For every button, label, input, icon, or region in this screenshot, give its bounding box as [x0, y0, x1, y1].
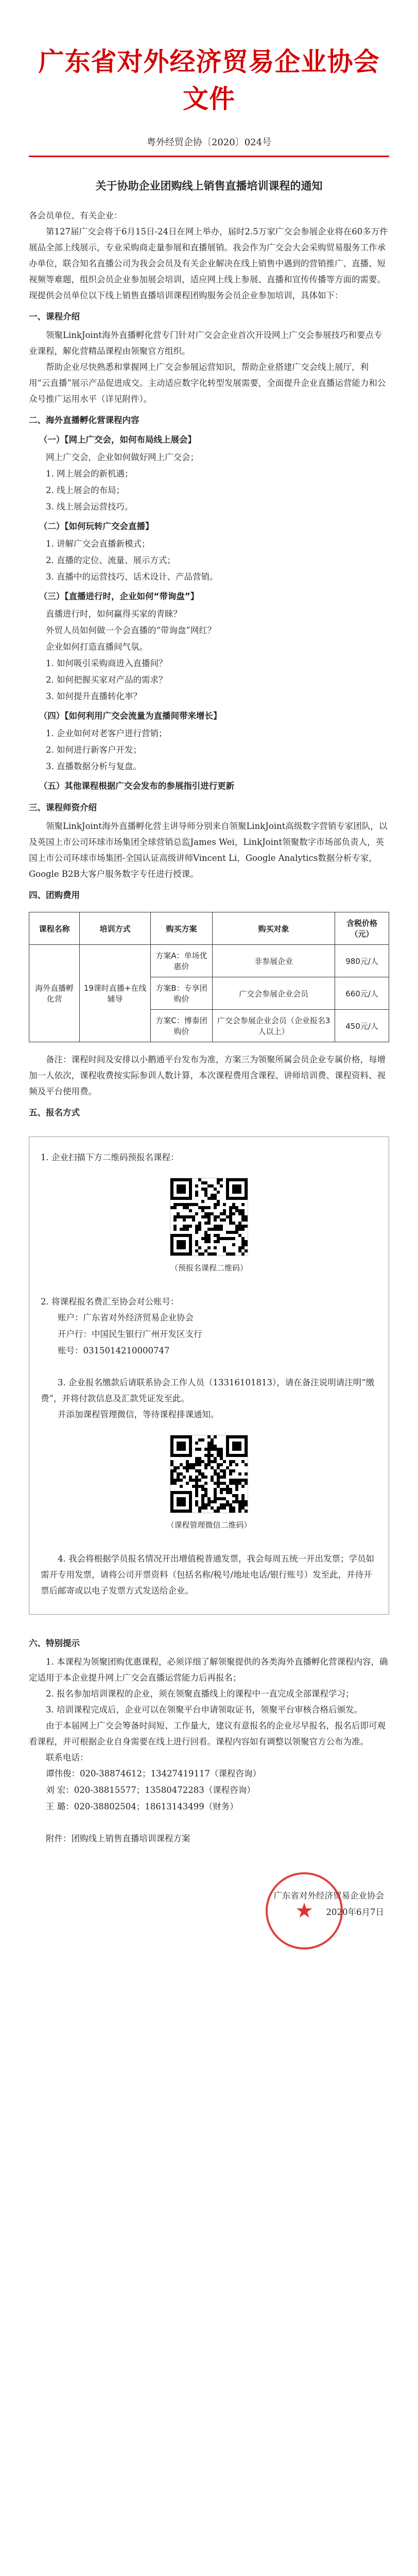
- course-3-question: 企业如何打造直播间气氛。: [46, 642, 148, 652]
- course-3-item: 2. 如何把握买家对产品的需求？: [46, 675, 167, 685]
- course-3-question: 直播进行时，如何赢得买家的青睐？: [46, 609, 182, 619]
- qr-caption: （课程管理微信二维码）: [166, 1520, 252, 1530]
- course-3-item: 1. 如何吸引采购商进入直播间？: [46, 658, 167, 668]
- contact-line: 谭伟俊：020-38874612；13427419117（课程咨询）: [46, 1769, 262, 1778]
- section-3-paragraph: 领聚LinkJoint海外直播孵化营主讲导师分别来自领聚LinkJoint高级数字营销专家团队，以及英国上市公司环球市场集团全球营销总监James Wei，LinkJoint领聚数字市场部负责人，英国上市公司环球市场集团-全国认证高级讲师Vincent Li，Google Analytics数据分析专家，Google B2B大客户服务数字专任进行授课。: [29, 821, 388, 879]
- course-2-item: 2. 直播的定位、流量、展示方式；: [46, 555, 176, 565]
- notice-title: 关于协助企业团购线上销售直播培训课程的通知: [95, 179, 323, 192]
- course-1-heading: （一）【网上广交会，如何布局线上展会】: [39, 435, 197, 445]
- tip-item: 由于本届网上广交会筹备时间短、工作量大，建议有意报名的企业尽早报名，报名后即可观看课程，并可根据企业自身需要在线上进行回看。课程内容如有调整以领聚官方公布为准。: [29, 1721, 386, 1747]
- course-4-heading: （四）【如何利用广交会流量为直播间带来增长】: [39, 711, 222, 721]
- fee-note: 备注：课程时间及安排以小鹅通平台发布为准，方案三为领聚所属会员企业专属价格，每增加一人依次，课程收费按实际参训人数计算，本次课程费用含课程、讲师培训费、课程资料、视频及平台使用费。: [29, 1055, 386, 1096]
- contact-title: 联系电话：: [46, 1753, 89, 1762]
- letterhead: 广东省对外经济贸易企业协会文件: [38, 46, 380, 114]
- section-4-heading: 四、团购费用: [29, 890, 80, 900]
- price-cell: 980元/人: [335, 945, 389, 977]
- training-mode-cell: 19课时直播+在线辅导: [80, 945, 150, 1042]
- registration-step-2: 2. 将课程报名费汇至协会对公账号：: [41, 1297, 179, 1307]
- course-2-heading: （二）【如何玩转广交会直播】: [39, 521, 154, 531]
- registration-step-3b: 并添加课程管理微信，等待课程排课通知。: [58, 1410, 219, 1419]
- course-1-tip: 网上广交会，企业如何做好网上广交会；: [46, 452, 199, 462]
- target-cell: 非参展企业: [213, 945, 335, 977]
- account-number: 账号：0315014210000747: [58, 1346, 170, 1355]
- course-4-item: 2. 如何进行新客户开发；: [46, 745, 142, 755]
- course-3-question: 外贸人员如何做一个会直播的“带询盘”网红？: [46, 625, 216, 635]
- sign-date: 2020年6月7日: [326, 1907, 384, 1917]
- col-price: 含税价格（元）: [335, 912, 389, 945]
- course-name-cell: 海外直播孵化营: [29, 945, 80, 1042]
- col-plan: 购买方案: [150, 912, 212, 945]
- section-5-heading: 五、报名方式: [29, 1108, 80, 1117]
- course-5-heading: （五）其他课程根据广交会发布的参展指引进行更新: [39, 781, 235, 791]
- course-1-item: 2. 线上展会的布局；: [46, 485, 125, 495]
- registration-step-3: 3. 企业报名缴款后请联系协会工作人员（13316101813），请在备注说明请注明“缴费”，并将付款信息及汇款凭证发至此。: [41, 1378, 375, 1403]
- course-4-item: 3. 直播数据分析与复盘。: [46, 761, 142, 771]
- course-3-heading: （三）【直播进行时，企业如何“带询盘”】: [39, 591, 199, 601]
- account-name: 账户：广东省对外经济贸易企业协会: [58, 1313, 194, 1323]
- target-cell: 广交会参展企业会员: [213, 977, 335, 1010]
- fee-table: [29, 912, 389, 1042]
- pre-registration-qr-code[interactable]: [170, 1178, 248, 1256]
- table-row: [29, 945, 389, 977]
- qr-container: [41, 1178, 377, 1273]
- signer-name: 广东省对外经济贸易企业协会: [273, 1891, 384, 1901]
- tip-item: 2. 报名参加培训课程的企业，须在领聚直播线上的课程中一直完成全部课程学习；: [46, 1689, 354, 1699]
- price-cell: 450元/人: [335, 1010, 389, 1042]
- col-course-name: 课程名称: [29, 912, 80, 945]
- col-target: 购买对象: [213, 912, 335, 945]
- course-1-item: 3. 线上展会运营技巧。: [46, 502, 133, 512]
- plan-cell: 方案B：专享团购价: [150, 977, 212, 1010]
- qr-caption: （预报名课程二维码）: [170, 1263, 248, 1273]
- account-bank: 开户行：中国民生银行广州开发区支行: [58, 1329, 202, 1339]
- attachment-line: 附件：团购线上销售直播培训课程方案: [46, 1834, 190, 1843]
- tip-item: 3. 培训课程完成后，企业可以在领聚平台申请领取证书，领聚平台审核合格后颁发。: [46, 1705, 362, 1715]
- fee-table-header: [29, 912, 389, 945]
- course-2-item: 3. 直播中的运营技巧、话术设计、产品营销。: [46, 572, 218, 582]
- seal-star-icon: ★: [295, 1899, 314, 1923]
- intro-paragraph: 第127届广交会将于6月15日-24日在网上举办，届时2.5万家广交会参展企业将在60多万件展品全部上线展示，专业采购商走量参展和直播展销。我会作为广交会大会采购贸易服务工作承办单位，联合知名直播公司为我会会员及有关企业解决在线上销售中遇到的营销推广、直播、短视频等难题，组织会员企业参加展会培训，适应网上线上参展、直播和宣传传播等方面的需要。现提供会员单位以下线上销售直播培训课程团购服务会员企业参加培训，具体如下：: [29, 227, 388, 300]
- price-cell: 660元/人: [335, 977, 389, 1010]
- document-number: 粤外经贸企协〔2020〕024号: [146, 137, 272, 148]
- target-cell: 广交会参展企业会员（企业报名3人以上）: [213, 1010, 335, 1042]
- section-1-goals: 帮助企业尽快熟悉和掌握网上广交会参展运营知识，帮助企业搭建广交会线上展厅，利用“云直播”展示产品促进成交。主动适应数字化转型发展需要，全面提升企业直播运营能力和公众号推广运用水平（详见附件）。: [29, 362, 386, 404]
- registration-step-4: 4. 我会将根据学员报名情况开出增值税普通发票，我会每周五统一开出发票；学员如需开专用发票，请将公司开票资料（包括名称/税号/地址电话/银行账号）发至此，并待开票后邮寄或以电子发票方式发送给企业。: [41, 1554, 374, 1596]
- plan-cell: 方案A：单场优惠价: [150, 945, 212, 977]
- section-3-heading: 三、课程师资介绍: [29, 803, 97, 812]
- contact-line: 刘 宏：020-38815577；13580472283（课程咨询）: [46, 1785, 255, 1795]
- tip-item: 1. 本课程为领聚团购优惠课程，必须详细了解领聚提供的各类海外直播孵化营课程内容，确定适用于本企业提升网上广交会直播运营能力后再报名；: [29, 1657, 388, 1683]
- section-2-heading: 二、海外直播孵化营课程内容: [29, 415, 140, 425]
- qr-container: [41, 1435, 377, 1530]
- official-seal: [266, 1872, 343, 1950]
- section-6-heading: 六、特别提示: [29, 1638, 80, 1648]
- course-2-item: 1. 讲解广交会直播新模式；: [46, 539, 150, 549]
- signature-block: [29, 1888, 389, 1921]
- course-1-item: 1. 网上展会的新机遇；: [46, 469, 133, 479]
- section-1-heading: 一、课程介绍: [29, 312, 80, 321]
- red-divider: [29, 156, 389, 157]
- course-3-item: 3. 如何提升直播转化率？: [46, 691, 142, 701]
- registration-step-1: 1. 企业扫描下方二维码预报名课程：: [41, 1153, 179, 1162]
- contact-line: 王 璐：020-38802504；18613143499（财务）: [46, 1802, 238, 1811]
- plan-cell: 方案C：博泰团购价: [150, 1010, 212, 1042]
- registration-frame: [29, 1137, 389, 1615]
- section-1-paragraph: 领聚LinkJoint海外直播孵化营专门针对广交会企业首次开设网上广交会参展技巧和要点专业课程，解化营精品课程由领聚官方组织。: [29, 330, 382, 356]
- course-4-item: 1. 企业如何对老客户进行营销；: [46, 728, 167, 738]
- col-training-mode: 培训方式: [80, 912, 150, 945]
- salutation: 各会员单位、有关企业：: [29, 211, 123, 221]
- course-wechat-qr-code[interactable]: [170, 1435, 248, 1513]
